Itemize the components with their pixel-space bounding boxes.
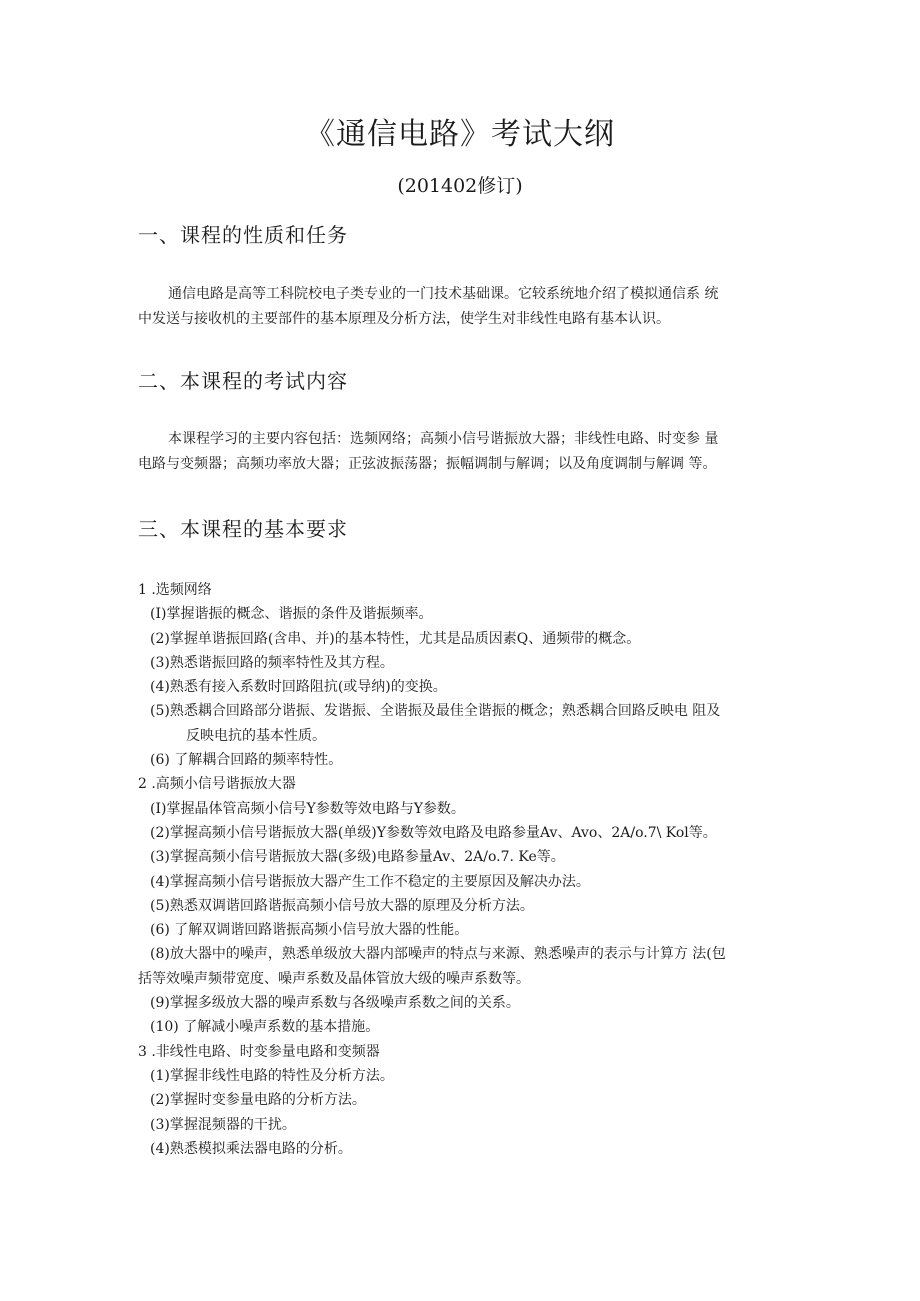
outline-row: (3)熟悉谐振回路的频率特性及其方程。	[150, 654, 394, 671]
outline-row: 括等效噪声频带宽度、噪声系数及晶体管放大级的噪声系数等。	[138, 970, 530, 987]
document-subtitle: (201402修订)	[397, 175, 523, 197]
outline-row: (8)放大器中的噪声，熟悉单级放大器内部噪声的特点与来源、熟悉噪声的表示与计算方 法(包	[150, 946, 726, 963]
section-heading-requirements: 三、本课程的基本要求	[138, 517, 348, 541]
outline-row: 2 .高频小信号谐振放大器	[138, 776, 296, 793]
paragraph-line: 中发送与接收机的主要部件的基本原理及分析方法，使学生对非线性电路有基本认识。	[138, 311, 670, 327]
outline-row: (I)掌握谐振的概念、谐振的条件及谐振频率。	[150, 606, 433, 623]
outline-row: (I)掌握晶体管高频小信号Y参数等效电路与Y参数。	[150, 800, 465, 817]
outline-row: (5)熟悉双调谐回路谐振高频小信号放大器的原理及分析方法。	[150, 897, 534, 914]
outline-row: (4)熟悉有接入系数时回路阻抗(或导纳)的变换。	[150, 679, 447, 696]
paragraph-line: 电路与变频器；高频功率放大器；正弦波振荡器；振幅调制与解调；以及角度调制与解调 等。	[138, 456, 717, 472]
section-heading-nature: 一、课程的性质和任务	[138, 223, 348, 247]
outline-row: 1 .选频网络	[138, 582, 212, 598]
outline-row: (4)掌握高频小信号谐振放大器产生工作不稳定的主要原因及解决办法。	[150, 873, 590, 890]
section-paragraph-nature	[138, 282, 786, 332]
outline-row: (6) 了解双调谐回路谐振高频小信号放大器的性能。	[150, 922, 469, 939]
outline-row: (6) 了解耦合回路的频率特性。	[150, 752, 343, 769]
paragraph-line: 本课程学习的主要内容包括：选频网络；高频小信号谐振放大器；非线性电路、时变参 量	[168, 431, 719, 447]
outline-row: 3 .非线性电路、时变参量电路和变频器	[138, 1043, 380, 1060]
outline-row: (1)掌握非线性电路的特性及分析方法。	[150, 1067, 394, 1084]
outline-row: (5)熟悉耦合回路部分谐振、发谐振、全谐振及最佳全谐振的概念；熟悉耦合回路反映电 阻及	[150, 703, 721, 720]
section-paragraph-content	[138, 427, 786, 477]
outline-row: (2)掌握单谐振回路(含串、并)的基本特性，尤其是品质因素Q、通频带的概念。	[150, 630, 641, 647]
paragraph-line: 通信电路是高等工科院校电子类专业的一门技术基础课。它较系统地介绍了模拟通信系 统	[168, 286, 719, 302]
outline-row: (2)掌握高频小信号谐振放大器(单级)Y参数等效电路及电路参量Av、Avo、2A/o.7\ Kol等。	[150, 824, 717, 841]
document-title: 《通信电路》考试大纲	[305, 117, 615, 152]
outline-row: (2)掌握时变参量电路的分析方法。	[150, 1092, 366, 1109]
outline-row: (4)熟悉模拟乘法器电路的分析。	[150, 1140, 352, 1157]
requirements-outline	[138, 578, 798, 1161]
section-heading-content: 二、本课程的考试内容	[138, 369, 348, 393]
outline-row: (10) 了解减小噪声系数的基本措施。	[150, 1019, 380, 1036]
outline-row: (9)掌握多级放大器的噪声系数与各级噪声系数之间的关系。	[150, 995, 520, 1012]
outline-row: (3)掌握混频器的干扰。	[150, 1116, 296, 1133]
outline-row: 反映电抗的基本性质。	[186, 727, 326, 744]
outline-row: (3)掌握高频小信号谐振放大器(多级)电路参量Av、2A/o.7. Ke等。	[150, 849, 565, 866]
